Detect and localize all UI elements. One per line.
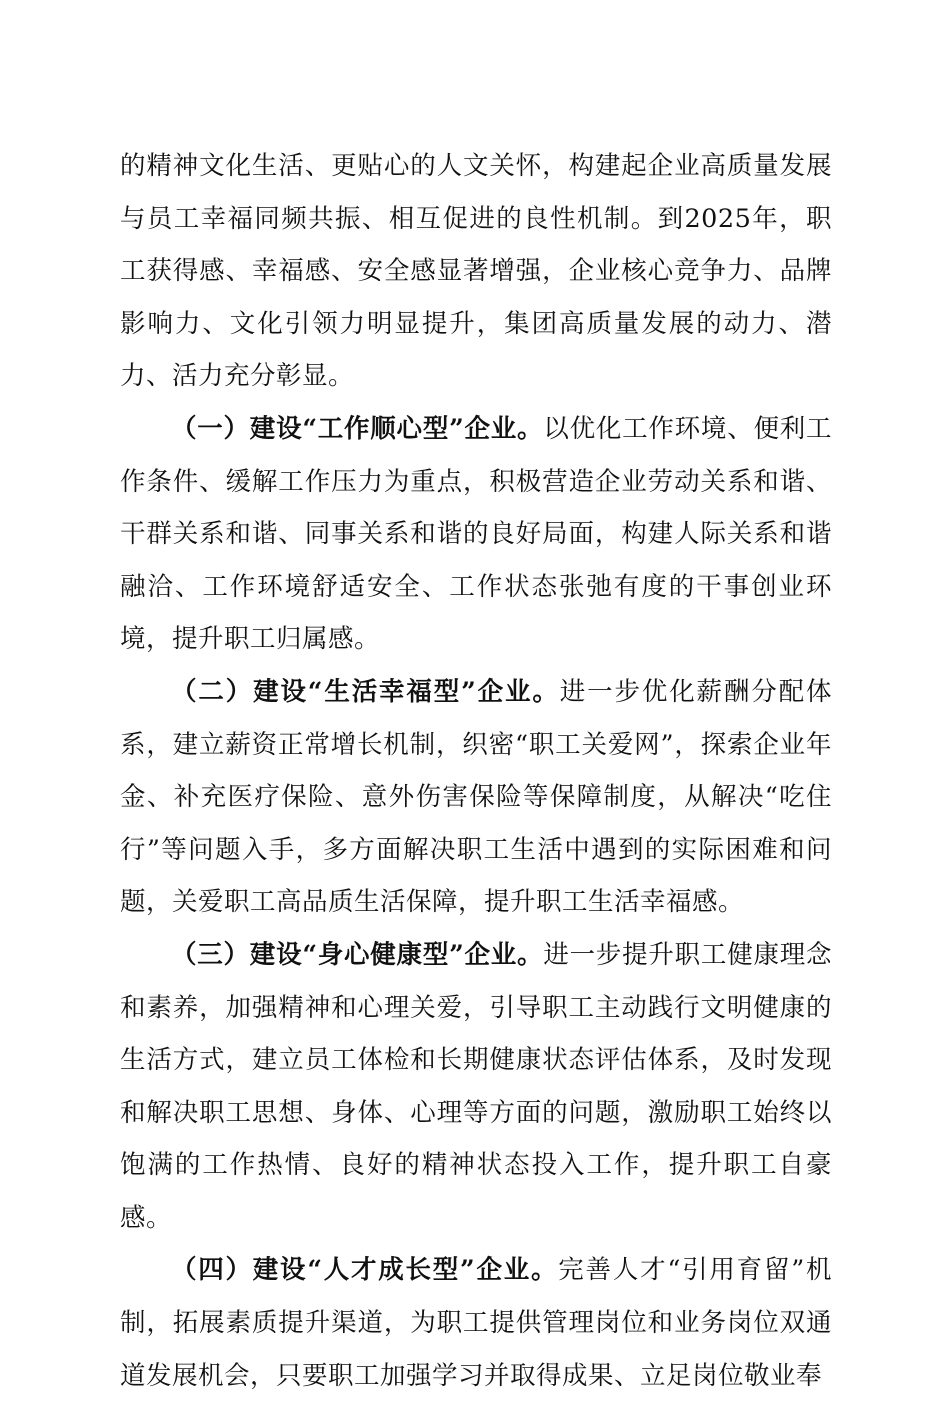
section-heading: （四）建设“人才成长型”企业。 — [171, 1255, 559, 1286]
paragraph-text: 进一步提升职工健康理念和素养，加强精神和心理关爱，引导职工主动践行文明健康的生活方式，建立员工体检和长期健康状态评估体系，及时发现和解决职工思想、身体、心理等方面的问题，激励职工始终以饱满的工作热情、良好的精神状态投入工作，提升职工自豪感。 — [120, 939, 832, 1233]
paragraph-text: 完善人才“引用育留”机制，拓展素质提升渠道，为职工提供管理岗位和业务岗位双通道发展机会，只要职工加强学习并取得成果、立足岗位敬业奉 — [120, 1255, 833, 1391]
paragraph-text: 以优化工作环境、便利工作条件、缓解工作压力为重点，积极营造企业劳动关系和谐、干群关系和谐、同事关系和谐的良好局面，构建人际关系和谐融洽、工作环境舒适安全、工作状态张弛有度的干事创业环境，提升职工归属感。 — [120, 413, 832, 655]
paragraph-section-3 — [120, 929, 832, 1245]
paragraph-section-4 — [120, 1244, 832, 1402]
section-heading: （一）建设“工作顺心型”企业。 — [171, 413, 544, 444]
document-body — [120, 140, 832, 1402]
paragraph-text: 的精神文化生活、更贴心的人文关怀，构建起企业高质量发展与员工幸福同频共振、相互促进的良性机制。到2025年，职工获得感、幸福感、安全感显著增强，企业核心竞争力、品牌影响力、文化引领力明显提升，集团高质量发展的动力、潜力、活力充分彰显。 — [120, 151, 832, 392]
paragraph-section-2 — [120, 666, 832, 929]
paragraph-text: 进一步优化薪酬分配体系，建立薪资正常增长机制，织密“职工关爱网”，探索企业年金、补充医疗保险、意外伤害保险等保障制度，从解决“吃住行”等问题入手，多方面解决职工生活中遇到的实际困难和问题，关爱职工高品质生活保障，提升职工生活幸福感。 — [120, 676, 832, 918]
paragraph-section-1 — [120, 403, 832, 666]
section-heading: （二）建设“生活幸福型”企业。 — [171, 676, 560, 707]
section-heading: （三）建设“身心健康型”企业。 — [171, 939, 544, 970]
paragraph-intro — [120, 140, 832, 403]
